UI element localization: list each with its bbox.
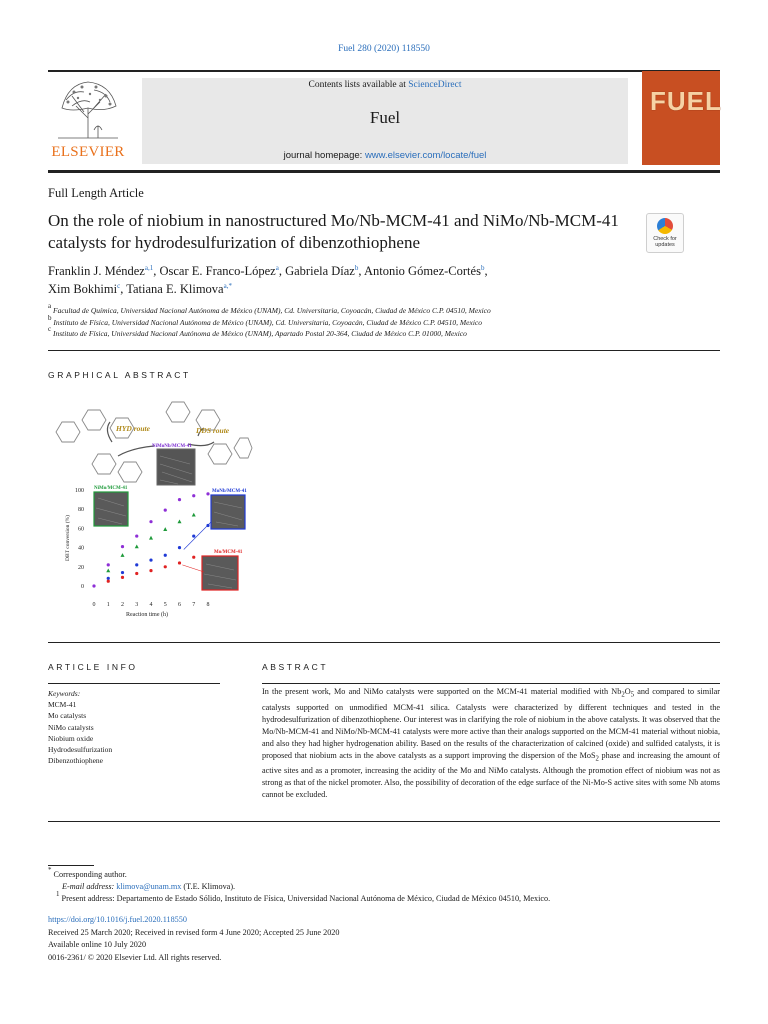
- data-point-monb-mcm-41: [121, 571, 124, 574]
- mo-label: Mo/MCM-41: [214, 550, 243, 555]
- data-point-mo-mcm-41: [107, 580, 110, 583]
- data-point-monb-mcm-41: [178, 546, 181, 549]
- data-point-mo-mcm-41: [192, 556, 195, 559]
- present-address-note: $^1$ Present address: Departamento de Estado Sólido, Instituto de Física, Universidad Nacional Autónoma de México, Ciudad de México 04510, Mexico.: [56, 890, 551, 903]
- author-separator: ,: [153, 264, 160, 278]
- author-separator: ,: [358, 264, 364, 278]
- author-affiliation-mark[interactable]: a,1: [144, 264, 154, 272]
- doi-link[interactable]: https://doi.org/10.1016/j.fuel.2020.118550: [48, 915, 187, 924]
- author-name[interactable]: Gabriela Díaz: [285, 264, 355, 278]
- x-tick-label: 3: [135, 602, 139, 608]
- author-name[interactable]: Antonio Gómez-Cortés: [363, 264, 481, 278]
- data-point-monb-mcm-41: [107, 577, 110, 580]
- corresponding-author-note: * Corresponding author.: [48, 866, 127, 879]
- y-axis-label: DBT conversion (%): [65, 514, 71, 562]
- author-affiliation-mark[interactable]: a: [275, 264, 279, 272]
- cover-title: FUEL: [650, 86, 722, 116]
- data-point-nimonb-mcm-41: [206, 492, 209, 495]
- nimo-label: NiMo/MCM-41: [94, 486, 128, 491]
- publication-info: [48, 914, 340, 964]
- author-separator: ,: [278, 264, 286, 278]
- author-affiliation-mark[interactable]: c: [117, 282, 121, 290]
- data-point-mo-mcm-41: [164, 565, 167, 568]
- keyword-item: MCM-41: [48, 700, 77, 710]
- data-point-monb-mcm-41: [192, 534, 195, 537]
- affiliation-line: [48, 313, 668, 329]
- data-point-nimonb-mcm-41: [192, 494, 195, 497]
- y-tick-label: 40: [78, 545, 84, 552]
- data-point-nimonb-mcm-41: [107, 563, 110, 566]
- x-tick-label: 7: [192, 602, 196, 608]
- section-rule: [48, 642, 720, 643]
- nimonb-tem-image: [157, 449, 195, 485]
- y-tick-label: 60: [78, 526, 84, 533]
- author-name[interactable]: Tatiana E. Klimova: [126, 282, 224, 296]
- keywords-block: [48, 688, 112, 766]
- article-title: On the role of niobium in nanostructured Mo/Nb-MCM-41 and NiMo/Nb-MCM-41 catalysts for hydrodesulfurization of dibenzothiophene: [48, 211, 619, 252]
- author-list: [48, 262, 648, 298]
- data-point-nimonb-mcm-41: [121, 545, 124, 548]
- data-point-monb-mcm-41: [206, 524, 209, 527]
- x-tick-label: 4: [149, 602, 153, 608]
- data-point-monb-mcm-41: [164, 554, 167, 557]
- online-date: Available online 10 July 2020: [48, 940, 147, 949]
- x-tick-label: 0: [92, 602, 96, 608]
- data-point-nimonb-mcm-41: [178, 498, 181, 501]
- data-point-nimonb-mcm-41: [92, 584, 95, 587]
- journal-citation[interactable]: Fuel 280 (2020) 118550: [338, 44, 430, 54]
- data-point-monb-mcm-41: [135, 563, 138, 566]
- affiliation-text: Instituto de Física, Universidad Nacional Autónoma de México (UNAM), Apartado Postal 20-364, Ciudad de México C.P. 01000, Mexico: [52, 329, 467, 338]
- author-affiliation-mark[interactable]: b: [354, 264, 359, 272]
- journal-cover-thumbnail[interactable]: [642, 71, 720, 165]
- abstract-rule: [262, 683, 720, 684]
- elsevier-logo[interactable]: [48, 78, 128, 164]
- abstract-heading: ABSTRACT: [262, 662, 329, 672]
- email-link[interactable]: klimova@unam.mx: [116, 882, 182, 891]
- data-point-mo-mcm-41: [178, 561, 181, 564]
- keyword-item: Hydrodesulfurization: [48, 745, 113, 755]
- header-top-rule: [48, 70, 720, 72]
- affiliation-letter: a: [48, 302, 52, 310]
- elsevier-tree-icon: [54, 78, 122, 140]
- x-tick-label: 1: [106, 602, 110, 608]
- copyright: 0016-2361/ © 2020 Elsevier Ltd. All rights reserved.: [48, 952, 222, 962]
- data-point-nimonb-mcm-41: [149, 520, 152, 523]
- affiliation-letter: c: [48, 325, 52, 333]
- x-tick-label: 5: [163, 602, 167, 608]
- x-axis-label: Reaction time (h): [126, 612, 168, 618]
- monb-label: MoNb/MCM-41: [212, 489, 247, 494]
- graphical-abstract: [48, 394, 256, 622]
- data-point-nimonb-mcm-41: [164, 509, 167, 512]
- email-note: E-mail address: klimova@unam.mx (T.E. Klimova).: [62, 882, 236, 891]
- graphical-abstract-figure: [48, 394, 256, 622]
- nimonb-label: NiMoNb/MCM-41: [152, 444, 192, 449]
- section-rule: [48, 350, 720, 351]
- received-dates: Received 25 March 2020; Received in revised form 4 June 2020; Accepted 25 June 2020: [48, 927, 340, 937]
- data-point-mo-mcm-41: [149, 569, 152, 572]
- keyword-item: Niobium oxide: [48, 733, 94, 743]
- keyword-item: NiMo catalysts: [48, 722, 94, 732]
- journal-homepage-line: journal homepage: www.elsevier.com/locate/fuel: [283, 150, 487, 161]
- journal-name: Fuel: [369, 108, 401, 127]
- data-point-monb-mcm-41: [149, 558, 152, 561]
- y-tick-label: 0: [81, 584, 84, 590]
- header-bottom-rule: [48, 170, 720, 173]
- x-tick-label: 8: [206, 602, 210, 608]
- article-info-heading: ARTICLE INFO: [48, 662, 138, 672]
- elsevier-wordmark: ELSEVIER: [51, 144, 125, 160]
- author-separator: ,: [120, 282, 127, 296]
- x-tick-label: 2: [121, 602, 124, 608]
- author-name[interactable]: Xim Bokhimi: [48, 282, 118, 296]
- footnote-rule: [48, 865, 94, 866]
- x-tick-label: 6: [178, 602, 181, 608]
- journal-homepage-link[interactable]: www.elsevier.com/locate/fuel: [364, 150, 487, 161]
- affiliations: [48, 302, 668, 340]
- graphical-abstract-heading: GRAPHICAL ABSTRACT: [48, 370, 191, 380]
- check-for-updates-button[interactable]: Check for updates: [646, 213, 684, 253]
- data-point-mo-mcm-41: [121, 576, 124, 579]
- abstract-text: In the present work, Mo and NiMo catalysts were supported on the MCM-41 material modified with $Nb_2O_5$ and compared to similar catalysts supported on unmodified MCM-41 silica. Catalysts were characterized by different techniques and tested in the hydrodesulfurization of dibenzothiophene. Our interest was in clarifying the role of niobium in the above catalysts. It was observed that the Mo/Nb-MCM-41 and NiMo/Nb-MCM-41 catalysts were more active than their analogs supported on the MCM-41 material without niobia, and also they had higher hydrogenation ability. Based on the results of the characterization of calcined (oxide) and sulfided catalysts, it is proposed that niobium acts in the above catalysts as a support improving the dispersion of the MoS$_2$ phase and increasing the amount of active sites and as a promoter, increasing the acidity of the Mo and NiMo catalysts. Although the promotion effect of niobium was not as strong as that of the nickel promoter. Also, the possibility of decoration of the edge surface of the Ni-Mo-S active sites with some Nb atoms cannot be excluded.: [262, 687, 721, 800]
- data-point-nimonb-mcm-41: [135, 534, 138, 537]
- affiliation-text: Facultad de Química, Universidad Nacional Autónoma de México (UNAM), Cd. Universitaria, Coyoacán, Ciudad de México C.P. 04510, Mexico: [52, 306, 491, 315]
- keywords-title: Keywords:: [48, 689, 81, 698]
- contents-available-line: Contents lists available at ScienceDirect: [308, 80, 462, 90]
- data-point-mo-mcm-41: [135, 572, 138, 575]
- affiliation-text: Instituto de Física, Universidad Nacional Autónoma de México (UNAM), Cd. Universitaria, Coyoacán, Ciudad de México C.P. 04510, Mexico: [53, 317, 482, 327]
- hyd-route-label: HYD route: [116, 424, 150, 433]
- journal-banner: [142, 78, 628, 164]
- sciencedirect-link[interactable]: ScienceDirect: [408, 80, 462, 90]
- section-rule: [48, 821, 720, 822]
- article-info-rule: [48, 683, 220, 684]
- y-tick-label: 20: [78, 564, 84, 571]
- author-affiliation-mark[interactable]: b: [480, 264, 485, 272]
- dds-route-label: DDS route: [196, 426, 230, 435]
- author-name[interactable]: Franklin J. Méndez: [48, 264, 145, 278]
- author-separator: ,: [484, 264, 488, 278]
- y-tick-label: 80: [78, 507, 84, 514]
- affiliation-line: [48, 302, 668, 317]
- article-type: Full Length Article: [48, 186, 144, 200]
- check-updates-icon: [657, 218, 673, 234]
- keyword-item: Mo catalysts: [48, 711, 87, 721]
- y-tick-label: 100: [75, 488, 84, 494]
- author-name[interactable]: Oscar E. Franco-López: [159, 264, 276, 278]
- affiliation-line: [48, 325, 668, 340]
- keyword-item: Dibenzothiophene: [48, 756, 103, 766]
- mo-tem-image: [202, 556, 238, 590]
- author-affiliation-mark[interactable]: a,*: [223, 282, 232, 290]
- affiliation-letter: b: [48, 313, 52, 322]
